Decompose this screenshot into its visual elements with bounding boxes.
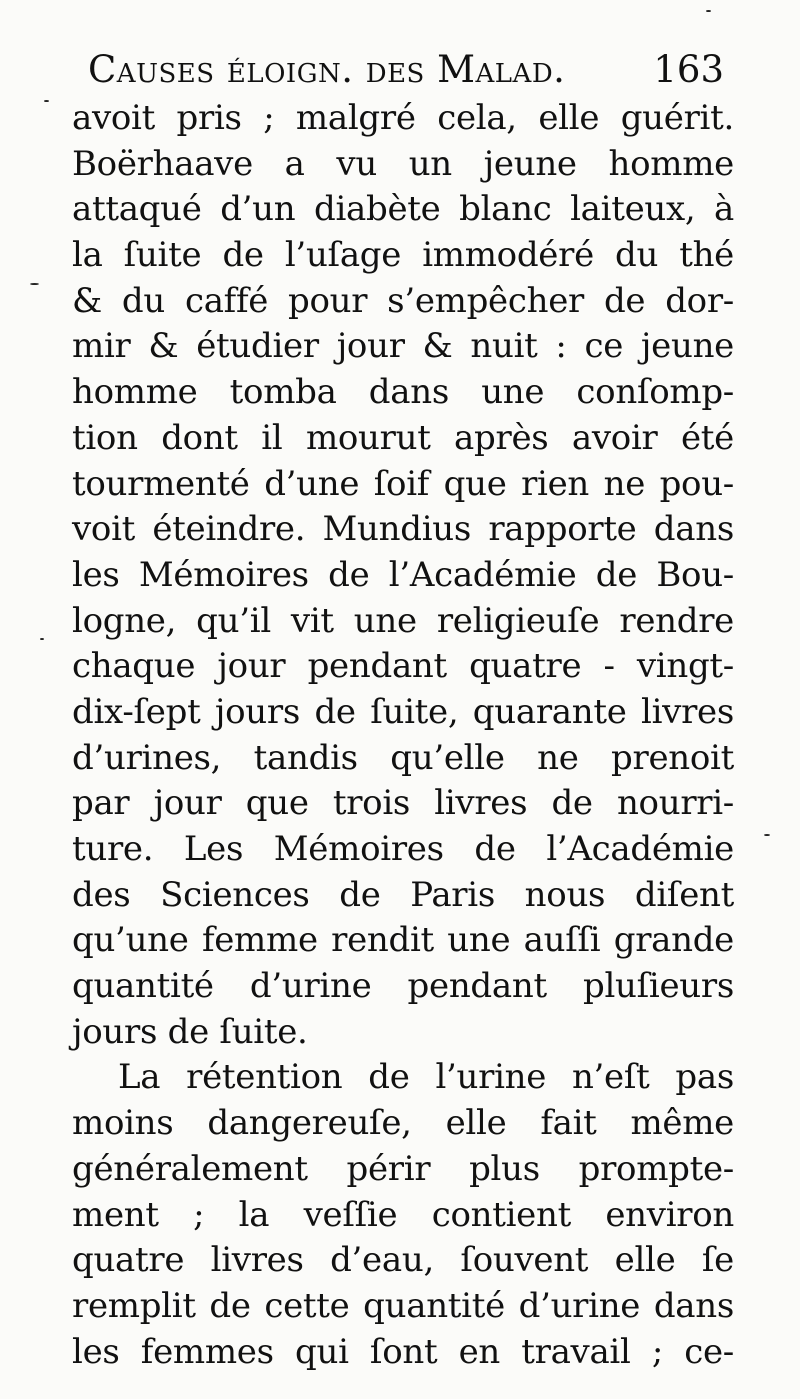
text-line: les femmes qui ſont en travail ; ce-	[72, 1331, 734, 1372]
text-line: quantité d’urine pendant pluſieurs	[72, 966, 734, 1007]
print-speck	[40, 638, 44, 640]
text-line: la ſuite de l’uſage immodéré du thé	[72, 235, 734, 276]
print-speck	[764, 834, 770, 836]
text-line: avoit pris ; malgré cela, elle guérit.	[72, 98, 734, 138]
text-line: les Mémoires de l’Académie de Bou-	[72, 554, 734, 595]
print-speck	[30, 283, 39, 285]
text-line: quatre livres d’eau, ſouvent elle ſe	[72, 1240, 734, 1281]
text-line: dix-ſept jours de ſuite, quarante livres	[72, 691, 734, 732]
text-line: tion dont il mourut après avoir été	[72, 417, 734, 458]
paragraph-end-line: jours de ſuite.	[72, 1011, 308, 1052]
text-line: attaqué d’un diabète blanc laiteux, à	[72, 189, 734, 230]
text-line: qu’une femme rendit une auſſi grande	[72, 920, 734, 961]
print-speck	[44, 100, 49, 102]
running-title: Causes éloign. des Malad.	[88, 48, 566, 91]
text-line: & du caffé pour s’empêcher de dor-	[72, 280, 734, 321]
text-line: voit éteindre. Mundius rapporte dans	[72, 509, 734, 550]
text-line: des Sciences de Paris nous diſent	[72, 874, 734, 915]
text-line: homme tomba dans une conſomp-	[72, 372, 734, 413]
text-line: Boërhaave a vu un jeune homme	[72, 143, 734, 184]
running-header	[88, 44, 728, 96]
text-line: d’urines, tandis qu’elle ne prenoit	[72, 737, 734, 778]
text-line: chaque jour pendant quatre - vingt-	[72, 646, 734, 687]
body-text	[72, 96, 734, 1375]
text-line: par jour que trois livres de nourri-	[72, 783, 734, 824]
text-line: généralement périr plus prompte-	[72, 1148, 734, 1189]
text-line: remplit de cette quantité d’urine dans	[72, 1285, 734, 1326]
print-speck	[706, 10, 711, 12]
text-line: ment ; la veſſie contient environ	[72, 1194, 734, 1235]
page-number: 163	[653, 48, 724, 91]
text-line: mir & étudier jour & nuit : ce jeune	[72, 326, 734, 367]
text-line: ture. Les Mémoires de l’Académie	[72, 829, 734, 869]
paragraph-start-line: La rétention de l’urine n’eſt pas	[118, 1057, 734, 1098]
text-line: tourmenté d’une ſoif que rien ne pou-	[72, 463, 734, 504]
text-line: moins dangereuſe, elle fait même	[72, 1103, 734, 1144]
text-line: logne, qu’il vit une religieuſe rendre	[72, 600, 734, 641]
